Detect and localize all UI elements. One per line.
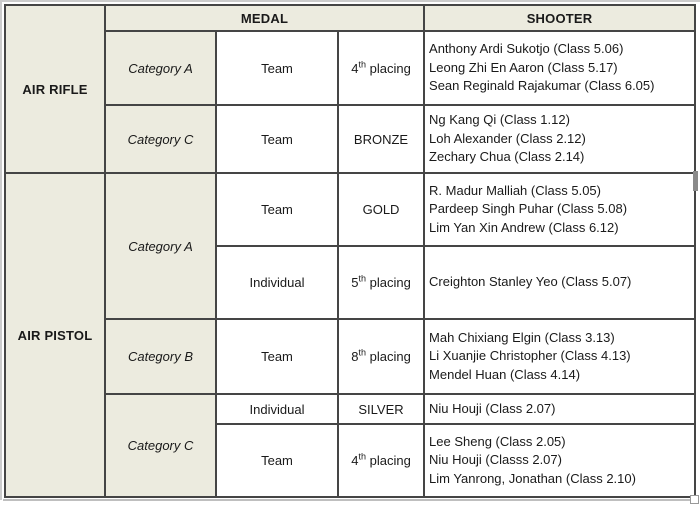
table-header-row xyxy=(5,5,695,31)
column-header-medal: MEDAL xyxy=(105,5,424,31)
shooter-name: Loh Alexander (Class 2.12) xyxy=(429,130,586,146)
result-cell xyxy=(338,105,424,173)
shooter-cell xyxy=(424,394,695,424)
table-row xyxy=(5,105,695,173)
result-cell xyxy=(338,31,424,105)
entry-type-cell: Team xyxy=(216,31,338,105)
page-edge-left xyxy=(0,0,2,500)
page-edge-top xyxy=(0,0,700,2)
event-cell-air-rifle: AIR RIFLE xyxy=(5,5,105,173)
column-header-shooter: SHOOTER xyxy=(424,5,695,31)
shooter-name: Lim Yan Xin Andrew (Class 6.12) xyxy=(429,219,619,235)
entry-type-cell: Individual xyxy=(216,246,338,319)
result-text: 8th placing xyxy=(351,347,411,364)
shooter-name: R. Madur Malliah (Class 5.05) xyxy=(429,182,601,198)
result-text: GOLD xyxy=(362,202,400,217)
shooter-cell xyxy=(424,105,695,173)
table-row xyxy=(5,394,695,424)
shooter-name: Anthony Ardi Sukotjo (Class 5.06) xyxy=(429,41,624,57)
entry-type-cell: Team xyxy=(216,424,338,497)
scrollbar-thumb[interactable] xyxy=(693,171,698,191)
result-text: 4th placing xyxy=(351,451,411,468)
category-cell: Category C xyxy=(105,394,216,497)
entry-type-cell: Team xyxy=(216,173,338,246)
shooter-cell xyxy=(424,319,695,394)
shooter-name: Zechary Chua (Class 2.14) xyxy=(429,149,585,165)
result-cell xyxy=(338,424,424,497)
entry-type-cell: Team xyxy=(216,319,338,394)
results-table xyxy=(4,4,696,498)
table-row xyxy=(5,319,695,394)
shooter-name: Sean Reginald Rajakumar (Class 6.05) xyxy=(429,78,655,94)
shooter-name: Ng Kang Qi (Class 1.12) xyxy=(429,112,570,128)
result-cell xyxy=(338,173,424,246)
shooter-name: Leong Zhi En Aaron (Class 5.17) xyxy=(429,59,618,75)
table-row xyxy=(5,173,695,246)
shooter-name: Niu Houji (Classs 2.07) xyxy=(429,452,562,468)
entry-type-cell: Individual xyxy=(216,394,338,424)
category-cell: Category B xyxy=(105,319,216,394)
shooter-cell xyxy=(424,424,695,497)
shooter-name: Mah Chixiang Elgin (Class 3.13) xyxy=(429,329,615,345)
shooter-cell xyxy=(424,246,695,319)
shooter-cell xyxy=(424,31,695,105)
category-cell: Category C xyxy=(105,105,216,173)
event-cell-air-pistol: AIR PISTOL xyxy=(5,173,105,497)
result-cell xyxy=(338,394,424,424)
shooter-name: Li Xuanjie Christopher (Class 4.13) xyxy=(429,348,631,364)
category-cell: Category A xyxy=(105,173,216,319)
result-text: 4th placing xyxy=(351,59,411,76)
shooter-name: Mendel Huan (Class 4.14) xyxy=(429,366,581,382)
result-text: BRONZE xyxy=(353,131,409,147)
category-cell: Category A xyxy=(105,31,216,105)
divider-line xyxy=(3,499,695,501)
shooter-name: Pardeep Singh Puhar (Class 5.08) xyxy=(429,201,628,217)
table-row xyxy=(5,31,695,105)
shooter-name: Niu Houji (Class 2.07) xyxy=(429,400,556,416)
entry-type-cell: Team xyxy=(216,105,338,173)
shooter-name: Lim Yanrong, Jonathan (Class 2.10) xyxy=(429,470,636,486)
resize-handle[interactable] xyxy=(690,495,699,504)
shooter-cell xyxy=(424,173,695,246)
result-cell xyxy=(338,319,424,394)
result-text: SILVER xyxy=(358,401,404,417)
result-cell xyxy=(338,246,424,319)
shooter-name: Lee Sheng (Class 2.05) xyxy=(429,433,566,449)
shooter-name: Creighton Stanley Yeo (Class 5.07) xyxy=(429,274,632,290)
result-text: 5th placing xyxy=(351,273,411,290)
